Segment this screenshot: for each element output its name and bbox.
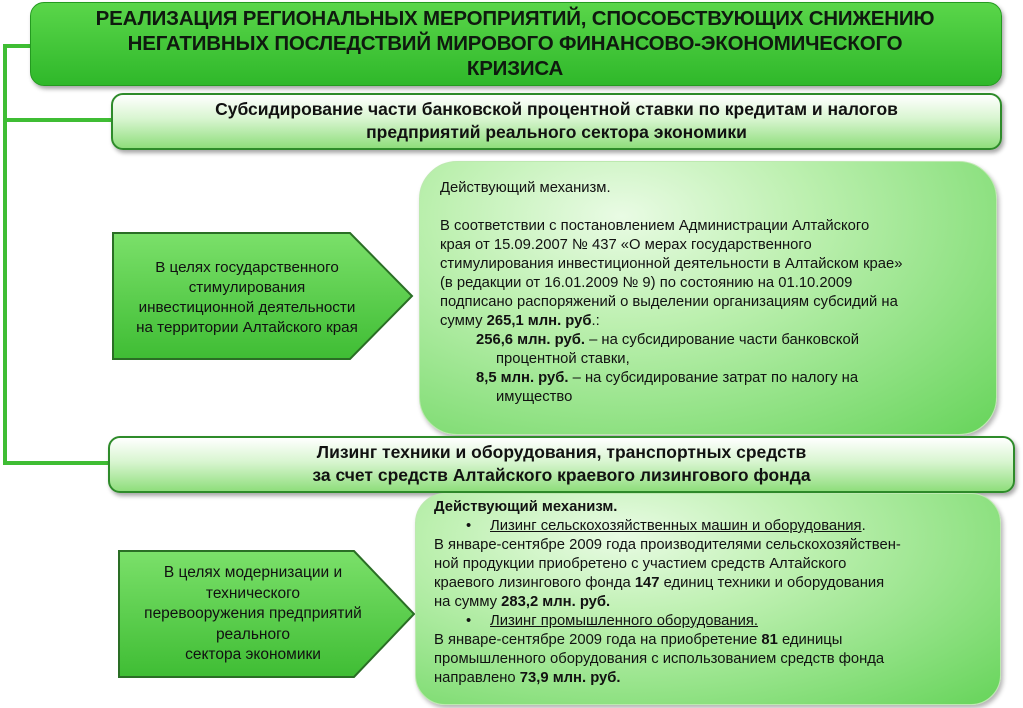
item-text: – на субсидирование затрат по налогу на bbox=[568, 370, 859, 386]
mechanism-text-line: подписано распоряжений о выделении организациям субсидий на bbox=[440, 294, 898, 310]
mechanism-text-line: промышленного оборудования с использованием средств фонда bbox=[434, 651, 885, 667]
page-title bbox=[40, 6, 990, 81]
goal-line: реального bbox=[215, 625, 291, 643]
page-title-line-3: КРИЗИСА bbox=[466, 57, 564, 80]
mechanism-text-line bbox=[434, 593, 994, 612]
mechanism-total-line bbox=[440, 312, 980, 331]
mechanism-text-line: ной продукции приобретено с участием средств Алтайского bbox=[434, 556, 847, 572]
units-count: 81 bbox=[761, 632, 778, 648]
item-continuation: процентной ставки, bbox=[496, 351, 630, 367]
item-text: – на субсидирование части банковской bbox=[584, 332, 860, 348]
item-amount: 8,5 млн. руб. bbox=[476, 370, 569, 386]
tree-connector-section1 bbox=[3, 118, 113, 122]
section-header-line-2: предприятий реального сектора экономики bbox=[366, 122, 747, 142]
units-count: 147 bbox=[634, 575, 660, 591]
section2-goal-text bbox=[122, 563, 384, 666]
page-title-line-2: НЕГАТИВНЫХ ПОСЛЕДСТВИЙ МИРОВОГО ФИНАНСОВО-ЭКОНОМИЧЕСКОГО bbox=[127, 32, 903, 55]
mechanism-text-line: стимулирования инвестиционной деятельности в Алтайском крае» bbox=[440, 256, 903, 272]
text-prefix: В январе-сентябре 2009 года на приобретение bbox=[434, 632, 762, 648]
mechanism-heading: Действующий механизм. bbox=[434, 499, 618, 515]
mechanism-text-line bbox=[434, 631, 994, 650]
tree-connector-vertical bbox=[3, 44, 7, 464]
goal-line: В целях модернизации и bbox=[163, 564, 343, 581]
bullet-title: Лизинг сельскохозяйственных машин и оборудования bbox=[490, 518, 862, 534]
mechanism-text-line: (в редакции от 16.01.2009 № 9) по состоянию на 01.10.2009 bbox=[440, 275, 853, 291]
goal-line: сектора экономики bbox=[185, 646, 321, 663]
goal-line: инвестиционной деятельности bbox=[138, 299, 356, 316]
tree-connector-top bbox=[3, 44, 32, 48]
section2-mechanism-box bbox=[415, 493, 1001, 705]
total-amount: 265,1 млн. руб bbox=[486, 313, 592, 329]
goal-line: В целях государственного bbox=[155, 259, 339, 276]
total-suffix: .: bbox=[591, 313, 600, 329]
total-prefix: сумму bbox=[440, 313, 487, 329]
mechanism-text-line: В январе-сентябре 2009 года производителями сельскохозяйствен- bbox=[434, 537, 901, 553]
bullet-title: Лизинг промышленного оборудования. bbox=[490, 613, 758, 629]
section1-mechanism-box bbox=[419, 161, 997, 435]
amount: 73,9 млн. руб. bbox=[519, 670, 621, 686]
text-prefix: направлено bbox=[434, 670, 520, 686]
subsidy-item-property-tax bbox=[440, 369, 980, 388]
goal-line: перевооружения предприятий bbox=[144, 605, 362, 622]
text-suffix: единицы bbox=[777, 632, 843, 648]
bullet-icon: • bbox=[466, 518, 472, 534]
item-continuation: имущество bbox=[496, 389, 573, 405]
mechanism-text-line bbox=[434, 669, 994, 688]
section-header-subsidies bbox=[111, 93, 1002, 150]
text-prefix: краевого лизингового фонда bbox=[434, 575, 635, 591]
section-header-leasing bbox=[108, 436, 1015, 493]
goal-line: стимулирования bbox=[188, 279, 306, 296]
bullet-icon: • bbox=[466, 613, 472, 629]
section-header-line-1: Субсидирование части банковской процентной ставки по кредитам и налогов bbox=[215, 99, 898, 119]
section-header-line-2: за счет средств Алтайского краевого лизингового фонда bbox=[312, 465, 811, 485]
tree-connector-section2 bbox=[3, 461, 110, 465]
page-title-line-1: РЕАЛИЗАЦИЯ РЕГИОНАЛЬНЫХ МЕРОПРИЯТИЙ, СПОСОБСТВУЮЩИХ СНИЖЕНИЮ bbox=[95, 7, 935, 30]
bullet-end: . bbox=[861, 518, 866, 534]
section1-goal-text bbox=[118, 258, 376, 338]
goal-line: технического bbox=[205, 584, 301, 602]
bullet-agri-leasing bbox=[434, 517, 994, 536]
mechanism-text-line: края от 15.09.2007 № 437 «О мерах государственного bbox=[440, 237, 812, 253]
text-suffix: единиц техники и оборудования bbox=[659, 575, 885, 591]
goal-line: на территории Алтайского края bbox=[136, 319, 358, 336]
bullet-industrial-leasing bbox=[434, 612, 994, 631]
amount: 283,2 млн. руб. bbox=[501, 594, 611, 610]
text-prefix: на сумму bbox=[434, 594, 502, 610]
mechanism-heading: Действующий механизм. bbox=[440, 180, 611, 196]
mechanism-text-line bbox=[434, 574, 994, 593]
subsidy-item-interest bbox=[440, 331, 980, 350]
item-amount: 256,6 млн. руб. bbox=[476, 332, 585, 348]
section-header-line-1: Лизинг техники и оборудования, транспортных средств bbox=[316, 442, 807, 462]
mechanism-text-line: В соответствии с постановлением Администрации Алтайского bbox=[440, 218, 870, 234]
